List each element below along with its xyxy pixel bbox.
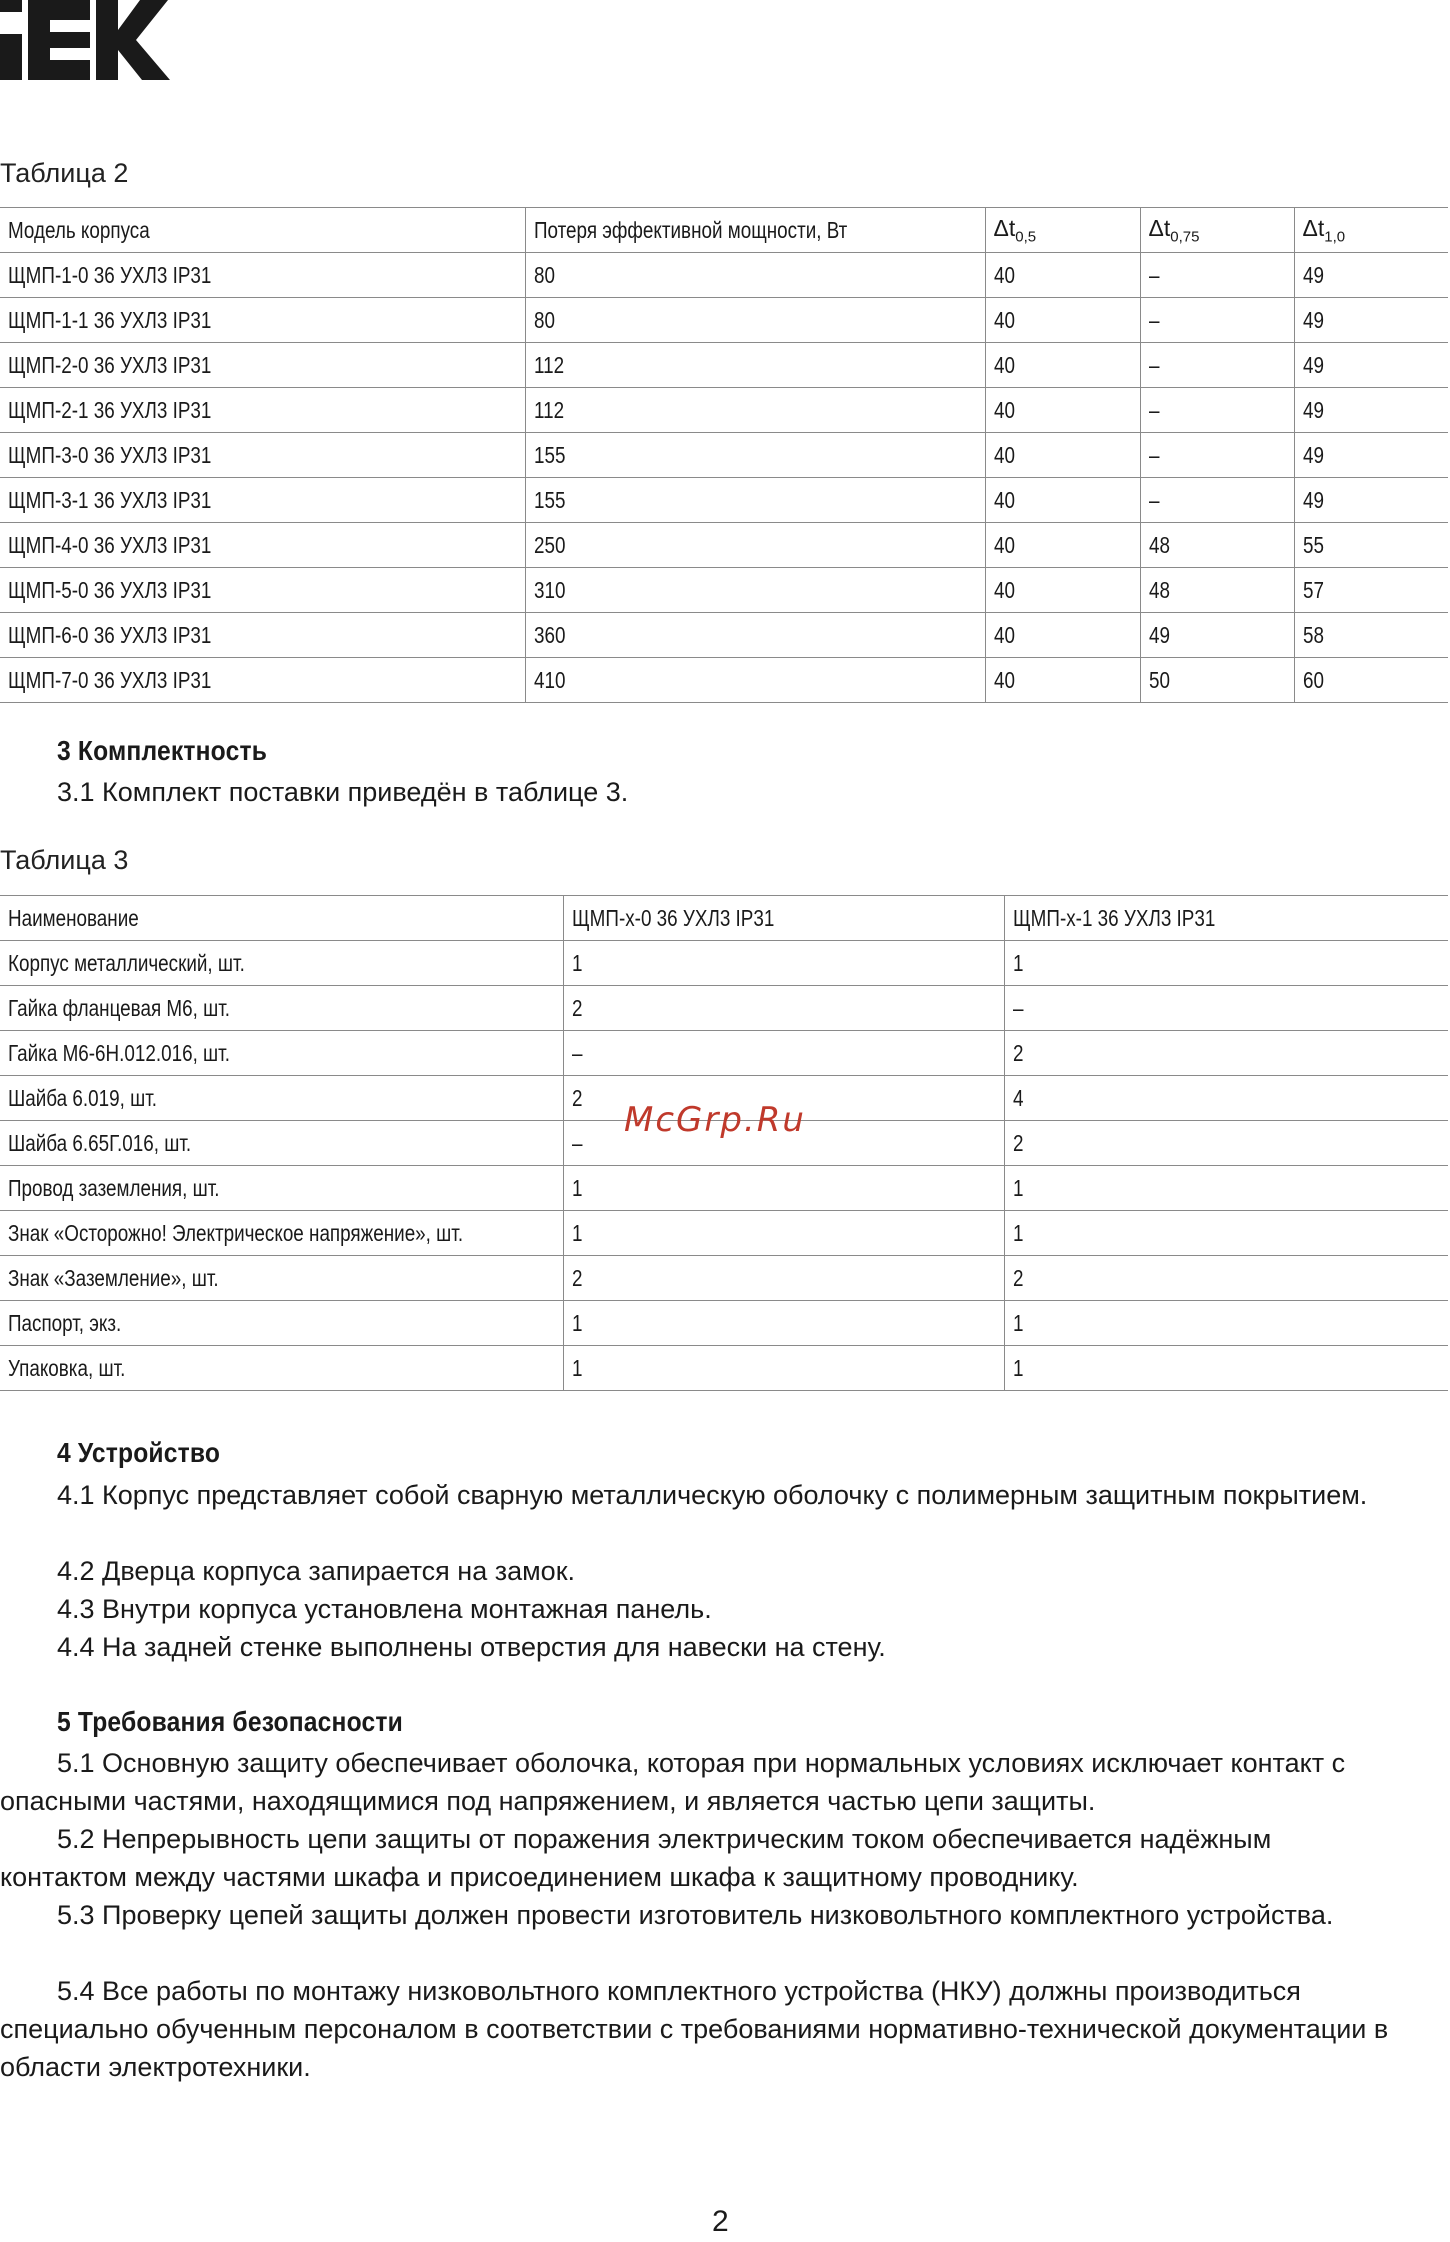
- table2-cell: 155: [525, 433, 985, 478]
- section4-paragraph-3: 4.3 Внутри корпуса установлена монтажная панель.: [57, 1594, 712, 1624]
- table2-row: [0, 433, 1448, 478]
- table3-cell: Упаковка, шт.: [0, 1346, 563, 1391]
- table3-cell: Знак «Осторожно! Электрическое напряжение», шт.: [0, 1211, 563, 1256]
- table2-cell: 40: [985, 523, 1140, 568]
- table2-cell: 58: [1294, 613, 1448, 658]
- table2-cell: 155: [525, 478, 985, 523]
- table2-cell: –: [1140, 253, 1294, 298]
- table2-row: [0, 478, 1448, 523]
- table2-header-dt10: $\Delta t_{1,0}$: [1294, 208, 1448, 253]
- table2-header-dt075: $\Delta t_{0,75}$: [1140, 208, 1294, 253]
- table3-row: [0, 986, 1448, 1031]
- section4-title: 4 Устройство: [57, 1437, 221, 1468]
- table3-row: [0, 1166, 1448, 1211]
- table2-cell: 49: [1294, 343, 1448, 388]
- table3-header-variant-1: ЩМП-х-1 36 УХЛ3 IP31: [1004, 896, 1448, 941]
- table3-cell: 1: [563, 1211, 1004, 1256]
- table2-cell: 40: [985, 613, 1140, 658]
- table2-cell: 410: [525, 658, 985, 703]
- table3-cell: 1: [563, 1166, 1004, 1211]
- table2-cell: 40: [985, 388, 1140, 433]
- table2-row: [0, 343, 1448, 388]
- table3-row: [0, 1301, 1448, 1346]
- table2-cell: 250: [525, 523, 985, 568]
- table2-cell: ЩМП-3-0 36 УХЛ3 IP31: [0, 433, 525, 478]
- table3-header-variant-0: ЩМП-х-0 36 УХЛ3 IP31: [563, 896, 1004, 941]
- section5-paragraph-2: 5.2 Непрерывность цепи защиты от поражения электрическим током обеспечивается надёжным контактом между частями шкафа и присоединением шкафа к защитному проводнику.: [0, 1824, 1272, 1892]
- table3-cell: 2: [563, 1076, 1004, 1121]
- section4-paragraph-1: 4.1 Корпус представляет собой сварную металлическую оболочку с полимерным защитным покрытием.: [57, 1480, 1368, 1510]
- iek-logo: [0, 0, 172, 80]
- table2-cell: 49: [1294, 478, 1448, 523]
- table3-cell: Шайба 6.019, шт.: [0, 1076, 563, 1121]
- table2-cell: –: [1140, 298, 1294, 343]
- section4-paragraph-2: 4.2 Дверца корпуса запирается на замок.: [57, 1556, 576, 1586]
- section3-title: 3 Комплектность: [57, 735, 268, 766]
- table2-cell: 310: [525, 568, 985, 613]
- table2-caption: Таблица 2: [0, 158, 129, 188]
- table2-cell: –: [1140, 388, 1294, 433]
- table3-row: [0, 1256, 1448, 1301]
- table3-cell: –: [563, 1031, 1004, 1076]
- table2-cell: ЩМП-3-1 36 УХЛ3 IP31: [0, 478, 525, 523]
- table3-cell: Шайба 6.65Г.016, шт.: [0, 1121, 563, 1166]
- table2-cell: 49: [1294, 388, 1448, 433]
- table2-cell: 360: [525, 613, 985, 658]
- table2-cell: 80: [525, 253, 985, 298]
- table2-cell: ЩМП-4-0 36 УХЛ3 IP31: [0, 523, 525, 568]
- section5-paragraph-4: 5.4 Все работы по монтажу низковольтного комплектного устройства (НКУ) должны производиться специально обученным персоналом в соответствии с требованиями нормативно-технической документации в области электротехники.: [0, 1976, 1389, 2082]
- table2-cell: 49: [1294, 253, 1448, 298]
- table2-header-power-loss: Потеря эффективной мощности, Вт: [525, 208, 985, 253]
- table2-cell: 50: [1140, 658, 1294, 703]
- table2-cell: 49: [1140, 613, 1294, 658]
- table3-cell: 1: [563, 1346, 1004, 1391]
- table2-header-dt05: $\Delta t_{0,5}$: [985, 208, 1140, 253]
- table2-cell: –: [1140, 343, 1294, 388]
- table2-row: [0, 523, 1448, 568]
- table2-cell: ЩМП-1-1 36 УХЛ3 IP31: [0, 298, 525, 343]
- table2-cell: 57: [1294, 568, 1448, 613]
- table3-header-name: Наименование: [0, 896, 563, 941]
- table2-cell: ЩМП-2-1 36 УХЛ3 IP31: [0, 388, 525, 433]
- table2-cell: 40: [985, 253, 1140, 298]
- table3-cell: 2: [563, 1256, 1004, 1301]
- table2-header-model: Модель корпуса: [0, 208, 525, 253]
- section3-paragraph-1: 3.1 Комплект поставки приведён в таблице 3.: [57, 777, 629, 807]
- table2-cell: ЩМП-1-0 36 УХЛ3 IP31: [0, 253, 525, 298]
- table3-cell: Паспорт, экз.: [0, 1301, 563, 1346]
- table2-cell: 80: [525, 298, 985, 343]
- table2-body: [0, 253, 1448, 703]
- table3-cell: 2: [563, 986, 1004, 1031]
- table3-cell: –: [563, 1121, 1004, 1166]
- table2-cell: 40: [985, 298, 1140, 343]
- table2-cell: 48: [1140, 523, 1294, 568]
- table3-cell: Гайка М6-6Н.012.016, шт.: [0, 1031, 563, 1076]
- table2-cell: ЩМП-2-0 36 УХЛ3 IP31: [0, 343, 525, 388]
- table3-body: [0, 941, 1448, 1391]
- table2-cell: 40: [985, 343, 1140, 388]
- table2-cell: 55: [1294, 523, 1448, 568]
- table2-cell: 40: [985, 658, 1140, 703]
- table2-cell: 48: [1140, 568, 1294, 613]
- table3-cell: 1: [1004, 1346, 1448, 1391]
- section5-paragraph-3: 5.3 Проверку цепей защиты должен провести изготовитель низковольтного комплектного устройства.: [57, 1900, 1334, 1930]
- table3-cell: 1: [1004, 1211, 1448, 1256]
- table2-row: [0, 613, 1448, 658]
- table3-cell: 2: [1004, 1256, 1448, 1301]
- table2-cell: 112: [525, 343, 985, 388]
- section5-paragraph-1: 5.1 Основную защиту обеспечивает оболочка, которая при нормальных условиях исключает контакт с опасными частями, находящимися под напряжением, и является частью цепи защиты.: [0, 1748, 1346, 1816]
- table2-row: [0, 298, 1448, 343]
- table2-cell: 60: [1294, 658, 1448, 703]
- table3-cell: 1: [1004, 1166, 1448, 1211]
- table3-cell: Гайка фланцевая М6, шт.: [0, 986, 563, 1031]
- table2-row: [0, 253, 1448, 298]
- table2-row: [0, 658, 1448, 703]
- table3: [0, 895, 1448, 1391]
- table2-cell: ЩМП-6-0 36 УХЛ3 IP31: [0, 613, 525, 658]
- table3-cell: 1: [1004, 1301, 1448, 1346]
- table2-cell: 49: [1294, 298, 1448, 343]
- table2-cell: 40: [985, 478, 1140, 523]
- table2-cell: 40: [985, 433, 1140, 478]
- table2-row: [0, 388, 1448, 433]
- table3-row: [0, 1211, 1448, 1256]
- table2-cell: 40: [985, 568, 1140, 613]
- watermark: McGrp.Ru: [624, 1100, 806, 1140]
- table3-cell: –: [1004, 986, 1448, 1031]
- table3-row: [0, 1346, 1448, 1391]
- table2-cell: –: [1140, 478, 1294, 523]
- table2-cell: ЩМП-7-0 36 УХЛ3 IP31: [0, 658, 525, 703]
- table2-header-row: [0, 208, 1448, 253]
- table2-cell: 112: [525, 388, 985, 433]
- table3-cell: Знак «Заземление», шт.: [0, 1256, 563, 1301]
- table3-caption: Таблица 3: [0, 845, 129, 875]
- table3-cell: 1: [563, 1301, 1004, 1346]
- table2-cell: –: [1140, 433, 1294, 478]
- table3-cell: 2: [1004, 1121, 1448, 1166]
- table3-cell: Провод заземления, шт.: [0, 1166, 563, 1211]
- table3-cell: Корпус металлический, шт.: [0, 941, 563, 986]
- table3-cell: 2: [1004, 1031, 1448, 1076]
- table3-header-row: [0, 896, 1448, 941]
- table3-row: [0, 941, 1448, 986]
- table3-cell: 4: [1004, 1076, 1448, 1121]
- table3-cell: 1: [1004, 941, 1448, 986]
- table2-row: [0, 568, 1448, 613]
- table3-cell: 1: [563, 941, 1004, 986]
- table2: [0, 207, 1448, 703]
- section5-title: 5 Требования безопасности: [57, 1706, 403, 1737]
- table3-row: [0, 1031, 1448, 1076]
- page-number: 2: [712, 2205, 729, 2238]
- table2-cell: ЩМП-5-0 36 УХЛ3 IP31: [0, 568, 525, 613]
- table2-cell: 49: [1294, 433, 1448, 478]
- section4-paragraph-4: 4.4 На задней стенке выполнены отверстия для навески на стену.: [57, 1632, 886, 1662]
